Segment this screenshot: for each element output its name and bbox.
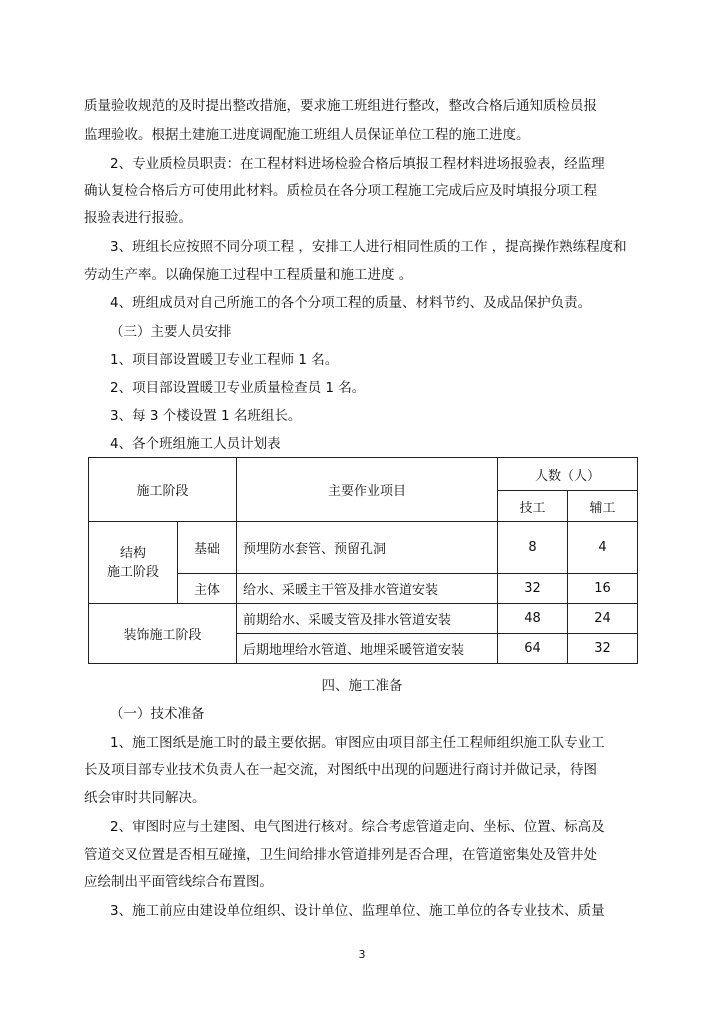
paragraph-line: 劳动生产率。以确保施工过程中工程质量和施工进度 。 bbox=[84, 267, 413, 283]
page-number: 3 bbox=[358, 948, 366, 961]
paragraph-line: 3、班组长应按照不同分项工程 ，安排工人进行相同性质的工作 ，提高操作熟练程度和 bbox=[110, 239, 627, 255]
paragraph-line: 质量验收规范的及时提出整改措施，要求施工班组进行整改，整改合格后通知质检员报 bbox=[84, 98, 597, 114]
substage-cell: 主体 bbox=[178, 574, 237, 604]
substage-cell: 基础 bbox=[178, 522, 237, 574]
list-item: 4、各个班组施工人员计划表 bbox=[110, 436, 281, 452]
paragraph-line: 管道交叉位置是否相互碰撞，卫生间给排水管道排列是否合理，在管道密集处及管井处 bbox=[84, 847, 597, 863]
paragraph-line: 监理验收。根据土建施工进度调配施工班组人员保证单位工程的施工进度。 bbox=[84, 127, 530, 143]
paragraph-line: 应绘制出平面管线综合布置图。 bbox=[84, 874, 273, 890]
staffing-table bbox=[88, 457, 638, 664]
paragraph-line: 2、审图时应与土建图、电气图进行核对。综合考虑管道走向、坐标、位置、标高及 bbox=[110, 819, 605, 835]
stage-cell: 结构 施工阶段 bbox=[89, 522, 178, 604]
item-cell: 后期地埋给水管道、地埋采暖管道安装 bbox=[237, 634, 498, 664]
header-aux: 辅工 bbox=[568, 491, 638, 522]
header-skilled: 技工 bbox=[498, 491, 568, 522]
paragraph-line: 报验表进行报验。 bbox=[84, 210, 192, 226]
skilled-cell: 64 bbox=[498, 634, 568, 664]
table-header-row bbox=[89, 458, 638, 491]
paragraph-line: 长及项目部专业技术负责人在一起交流，对图纸中出现的问题进行商讨并做记录，待图 bbox=[84, 762, 597, 778]
paragraph-line: 纸会审时共同解决。 bbox=[84, 790, 206, 806]
item-cell: 预埋防水套管、预留孔洞 bbox=[237, 522, 498, 574]
header-stage: 施工阶段 bbox=[89, 458, 237, 522]
skilled-cell: 8 bbox=[498, 522, 568, 574]
list-item: 1、项目部设置暖卫专业工程师 1 名。 bbox=[110, 352, 339, 368]
paragraph-line: 4、班组成员对自己所施工的各个分项工程的质量、材料节约、及成品保护负责。 bbox=[110, 295, 592, 311]
section-heading: （一）技术准备 bbox=[110, 706, 205, 722]
aux-cell: 24 bbox=[568, 604, 638, 634]
table-row bbox=[89, 522, 638, 574]
aux-cell: 32 bbox=[568, 634, 638, 664]
table-row bbox=[89, 604, 638, 634]
paragraph-line: 2、专业质检员职责：在工程材料进场检验合格后填报工程材料进场报验表，经监理 bbox=[110, 156, 605, 172]
header-count: 人数（人） bbox=[498, 458, 638, 491]
item-cell: 前期给水、采暖支管及排水管道安装 bbox=[237, 604, 498, 634]
paragraph-line: 3、施工前应由建设单位组织、设计单位、监理单位、施工单位的各专业技术、质量 bbox=[110, 903, 605, 919]
aux-cell: 4 bbox=[568, 522, 638, 574]
header-item: 主要作业项目 bbox=[237, 458, 498, 522]
aux-cell: 16 bbox=[568, 574, 638, 604]
paragraph-line: 确认复检合格后方可使用此材料。质检员在各分项工程施工完成后应及时填报分项工程 bbox=[84, 183, 597, 199]
paragraph-line: 1、施工图纸是施工时的最主要依据。审图应由项目部主任工程师组织施工队专业工 bbox=[110, 735, 605, 751]
section-title: 四、施工准备 bbox=[321, 678, 403, 694]
skilled-cell: 48 bbox=[498, 604, 568, 634]
skilled-cell: 32 bbox=[498, 574, 568, 604]
list-item: 3、每 3 个楼设置 1 名班组长。 bbox=[110, 408, 302, 424]
section-heading: （三）主要人员安排 bbox=[110, 324, 232, 340]
stage-cell: 装饰施工阶段 bbox=[89, 604, 237, 664]
item-cell: 给水、采暖主干管及排水管道安装 bbox=[237, 574, 498, 604]
list-item: 2、项目部设置暖卫专业质量检查员 1 名。 bbox=[110, 380, 366, 396]
